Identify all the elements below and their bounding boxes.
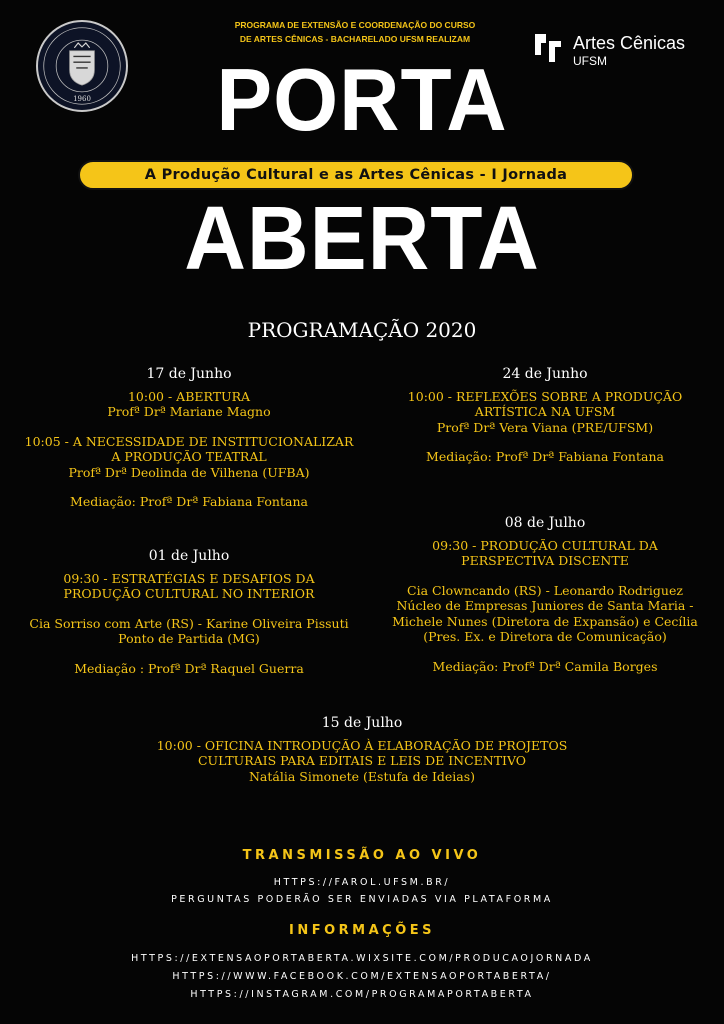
logo-university: UFSM: [573, 54, 607, 68]
info-heading: INFORMAÇÕES: [289, 923, 435, 938]
seal-year: 1960: [73, 95, 91, 103]
organizer-line-1: PROGRAMA DE EXTENSÃO E COORDENAÇÃO DO CURSO: [234, 20, 476, 30]
talk-speaker: Ponto de Partida (MG): [118, 631, 260, 646]
talk-speaker: (Pres. Ex. e Diretora de Comunicação): [423, 629, 667, 644]
talk-speaker: Núcleo de Empresas Juniores de Santa Maria -: [396, 598, 694, 613]
talk-title: 10:05 - A NECESSIDADE DE INSTITUCIONALIZAR: [24, 433, 354, 449]
live-stream-heading: TRANSMISSÃO AO VIVO: [242, 848, 482, 863]
talk-title: 10:00 - OFICINA INTRODUÇÃO À ELABORAÇÃO DE PROJETOS: [156, 737, 568, 753]
schedule-day-jun17: [8, 367, 370, 510]
talk-title: ARTÍSTICA NA UFSM: [474, 404, 616, 419]
day-date: 24 de Junho: [502, 366, 588, 382]
schedule-day-jun24: [368, 367, 722, 465]
day-date: 08 de Julho: [504, 515, 586, 531]
schedule-day-jul01: [8, 549, 370, 676]
talk-speaker: Natália Simonete (Estufa de Ideias): [248, 768, 476, 784]
talk-title: A PRODUÇÃO TEATRAL: [111, 449, 267, 464]
talk-speaker: Profª Drª Deolinda de Vilhena (UFBA): [68, 464, 310, 480]
talk-title: 09:30 - PRODUÇÃO CULTURAL DA: [432, 537, 658, 553]
talk-title: 10:00 - REFLEXÕES SOBRE A PRODUÇÃO: [407, 388, 683, 404]
talk-mediation: Mediação: Profª Drª Fabiana Fontana: [426, 449, 664, 464]
talk-title: CULTURAIS PARA EDITAIS E LEIS DE INCENTIVO: [197, 753, 527, 768]
organizer-text: [200, 18, 510, 46]
event-subtitle-banner: A Produção Cultural e as Artes Cênicas - I Jornada: [78, 160, 634, 190]
live-stream-note: PERGUNTAS PODERÃO SER ENVIADAS VIA PLATAFORMA: [171, 894, 553, 905]
talk-title: 09:30 - ESTRATÉGIAS E DESAFIOS DA: [63, 570, 315, 586]
organizer-line-2: DE ARTES CÊNICAS - BACHARELADO UFSM REALIZAM: [239, 34, 471, 44]
live-stream-link[interactable]: HTTPS://FAROL.UFSM.BR/: [273, 877, 451, 888]
day-date: 15 de Julho: [321, 715, 403, 731]
talk-speaker: Profª Drª Mariane Magno: [107, 404, 271, 419]
talk-speaker: Michele Nunes (Diretora de Expansão) e Cecília: [392, 613, 698, 629]
info-link-instagram[interactable]: HTTPS://INSTAGRAM.COM/PROGRAMAPORTABERTA: [190, 989, 534, 1000]
schedule-day-jul15: [0, 716, 724, 784]
talk-mediation: Mediação: Profª Drª Camila Borges: [432, 658, 658, 674]
info-link-facebook[interactable]: HTTPS://WWW.FACEBOOK.COM/EXTENSAOPORTABERTA/: [172, 971, 552, 982]
programacao-heading: PROGRAMAÇÃO 2020: [247, 318, 477, 342]
talk-speaker: Cia Clowncando (RS) - Leonardo Rodriguez: [407, 582, 683, 598]
day-date: 17 de Junho: [146, 366, 232, 382]
logo-name: Artes Cênicas: [573, 33, 686, 53]
info-link-wixsite[interactable]: HTTPS://EXTENSAOPORTABERTA.WIXSITE.COM/PRODUCAOJORNADA: [131, 953, 593, 964]
day-date: 01 de Julho: [148, 548, 230, 564]
talk-mediation: Mediação : Profª Drª Raquel Guerra: [74, 660, 304, 676]
talk-speaker: Cia Sorriso com Arte (RS) - Karine Oliveira Pissuti: [29, 615, 349, 631]
talk-title: PRODUÇÃO CULTURAL NO INTERIOR: [63, 586, 315, 601]
title-aberta: ABERTA: [184, 189, 540, 289]
talk-title: 10:00 - ABERTURA: [127, 388, 251, 404]
talk-mediation: Mediação: Profª Drª Fabiana Fontana: [70, 494, 308, 509]
title-porta: PORTA: [216, 50, 508, 149]
talk-title: PERSPECTIVA DISCENTE: [461, 553, 629, 568]
talk-speaker: Profª Drª Vera Viana (PRE/UFSM): [436, 419, 654, 435]
schedule-day-jul08: [368, 516, 722, 674]
